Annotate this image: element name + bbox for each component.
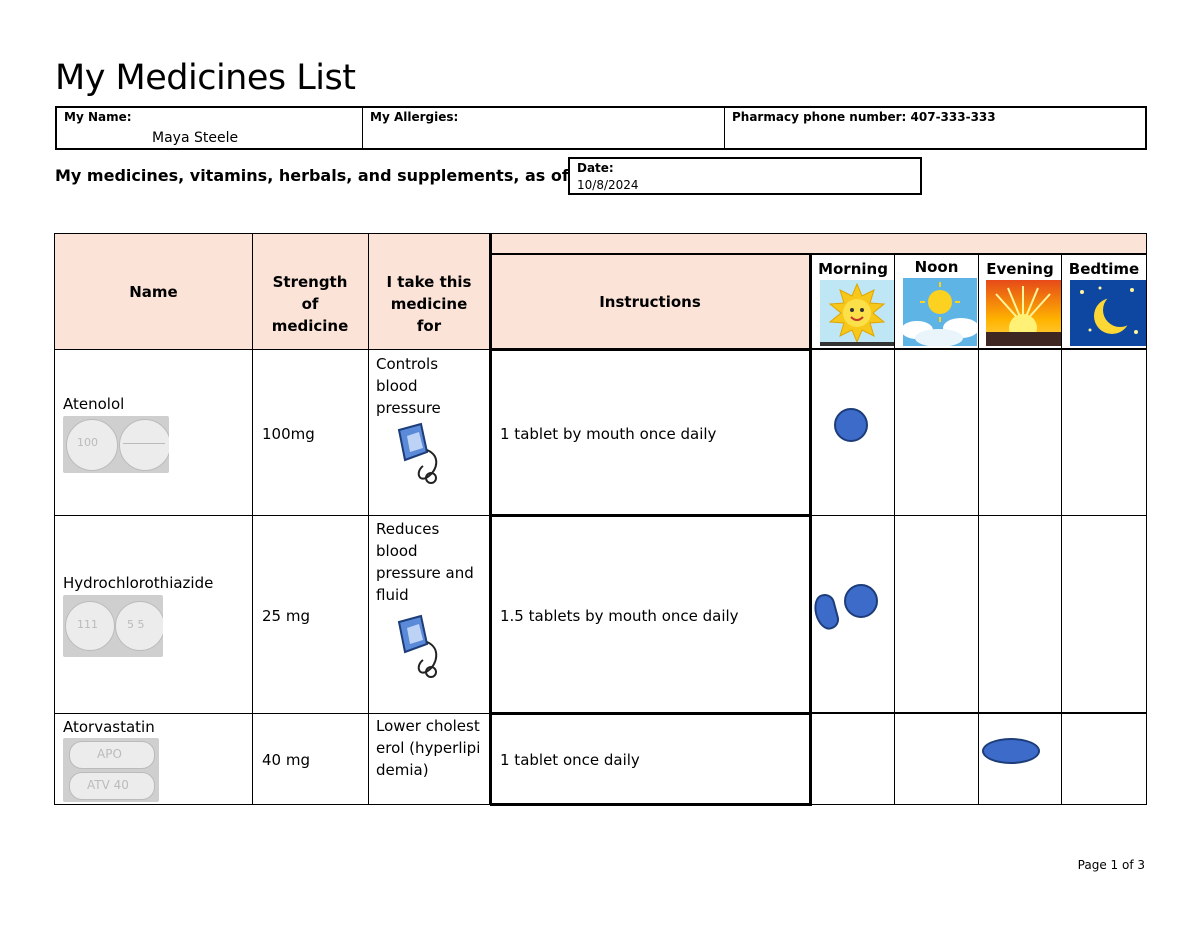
atenolol-pill-image	[63, 416, 169, 473]
morning-tablet	[844, 584, 878, 618]
row2-strength: 25 mg	[262, 607, 310, 625]
atorvastatin-pill-image	[63, 738, 159, 802]
atorvastatin-imprint-top: APO	[97, 747, 122, 761]
row2-instructions: 1.5 tablets by mouth once daily	[500, 607, 739, 625]
hctz-imprint-left: 111	[77, 618, 98, 631]
row2-name: Hydrochlorothiazide	[63, 574, 214, 592]
sunset-icon	[986, 280, 1061, 346]
atorvastatin-imprint-bottom: ATV 40	[87, 778, 129, 792]
sun-sky-icon	[903, 278, 977, 346]
hctz-imprint-right: 5 5	[127, 618, 145, 631]
name-label: My Name:	[64, 110, 132, 124]
evening-tablet	[982, 738, 1040, 764]
header-name: Name	[129, 283, 178, 301]
row1-strength: 100mg	[262, 425, 315, 443]
morning-half-tablet	[811, 592, 842, 632]
sun-character-icon	[820, 280, 894, 346]
header-evening: Evening	[986, 260, 1054, 278]
header-noon: Noon	[914, 258, 959, 276]
row1-instructions: 1 tablet by mouth once daily	[500, 425, 717, 443]
moon-night-icon	[1070, 280, 1146, 346]
header-morning: Morning	[818, 260, 888, 278]
header-bedtime: Bedtime	[1068, 260, 1140, 278]
row3-instructions: 1 tablet once daily	[500, 751, 640, 769]
row3-name: Atorvastatin	[63, 718, 155, 736]
page-title: My Medicines List	[55, 58, 356, 98]
row1-purpose: Controls blood pressure	[376, 355, 441, 417]
row1-name: Atenolol	[63, 395, 125, 413]
name-value[interactable]: Maya Steele	[152, 130, 239, 146]
page-number: Page 1 of 3	[1077, 858, 1145, 872]
allergies-label: My Allergies:	[370, 110, 459, 124]
date-label: Date:	[577, 161, 614, 175]
row2-purpose: Reduces blood pressure and fluid	[376, 520, 474, 604]
morning-tablet	[834, 408, 868, 442]
blood-pressure-cuff-icon	[393, 420, 449, 490]
atenolol-imprint: 100	[77, 436, 98, 449]
as-of-text: My medicines, vitamins, herbals, and supplements, as of	[55, 166, 569, 185]
header-instructions: Instructions	[599, 293, 701, 311]
hctz-pill-image	[63, 595, 163, 657]
date-value[interactable]: 10/8/2024	[577, 178, 639, 192]
row3-purpose: Lower cholesterol (hyperlipidemia)	[376, 717, 481, 779]
header-purpose: I take this medicine for	[386, 273, 472, 335]
blood-pressure-cuff-icon	[393, 612, 449, 684]
header-strength: Strength of medicine	[271, 273, 349, 335]
pharmacy-phone: Pharmacy phone number: 407-333-333	[732, 110, 996, 124]
row3-strength: 40 mg	[262, 751, 310, 769]
